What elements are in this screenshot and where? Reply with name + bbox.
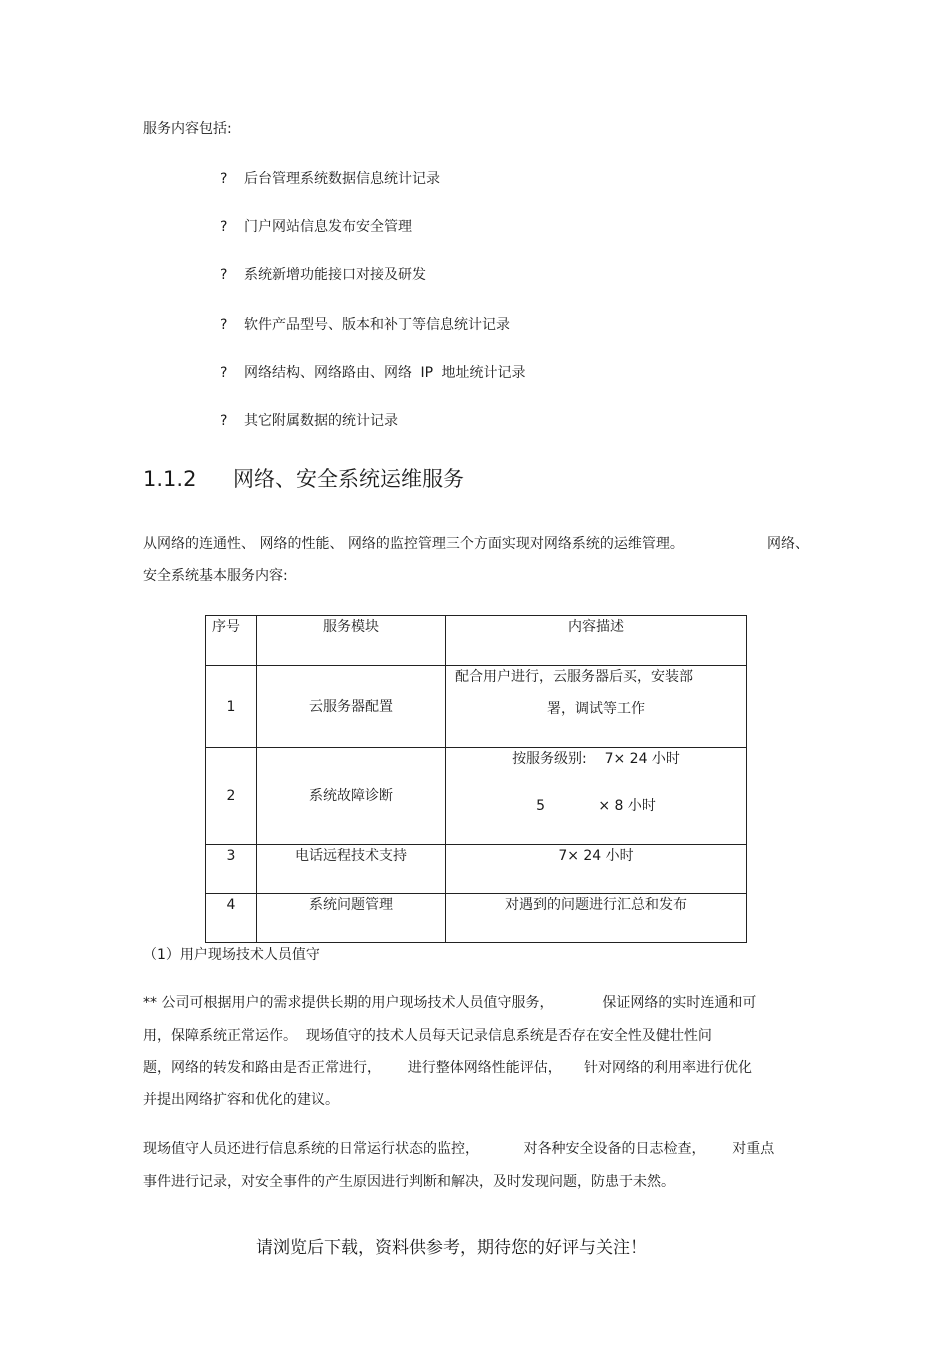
table-row xyxy=(206,894,747,943)
table-cell: 对遇到的问题进行汇总和发布 xyxy=(446,894,747,943)
paragraph-line: 事件进行记录，对安全事件的产生原因进行判断和解决，及时发现问题，防患于未然。 xyxy=(143,1174,675,1190)
list-item-text: 后台管理系统数据信息统计记录 xyxy=(244,171,440,187)
service-table xyxy=(205,615,747,943)
table-row xyxy=(206,748,747,845)
table-cell: 2 xyxy=(206,748,257,845)
bullet-mark: ? xyxy=(220,267,228,283)
table-header-cell: 序号 xyxy=(206,616,257,666)
paragraph-line: 现场值守人员还进行信息系统的日常运行状态的监控， 对各种安全设备的日志检查， 对重点 xyxy=(143,1141,775,1157)
section-title: 网络、安全系统运维服务 xyxy=(233,467,464,491)
table-cell: 系统故障诊断 xyxy=(257,748,446,845)
paragraph-line: ** 公司可根据用户的需求提供长期的用户现场技术人员值守服务， 保证网络的实时连通和可 xyxy=(143,995,757,1011)
footer-note: 请浏览后下载，资料供参考，期待您的好评与关注！ xyxy=(256,1238,647,1258)
list-item-text: 软件产品型号、版本和补丁等信息统计记录 xyxy=(244,317,510,333)
list-item-text: 其它附属数据的统计记录 xyxy=(244,413,398,429)
paragraph-line: 安全系统基本服务内容: xyxy=(143,568,288,584)
bullet-mark: ? xyxy=(220,413,228,429)
list-item-text: 系统新增功能接口对接及研发 xyxy=(244,267,426,283)
table-cell: 按服务级别: 7× 24 小时 5 × 8 小时 xyxy=(446,748,747,845)
table-cell: 4 xyxy=(206,894,257,943)
table-cell: 电话远程技术支持 xyxy=(257,845,446,894)
bullet-mark: ? xyxy=(220,171,228,187)
table-header-cell: 服务模块 xyxy=(257,616,446,666)
table-row xyxy=(206,666,747,748)
list-item-text: 门户网站信息发布安全管理 xyxy=(244,219,412,235)
table-cell: 系统问题管理 xyxy=(257,894,446,943)
bullet-mark: ? xyxy=(220,219,228,235)
table-cell: 云服务器配置 xyxy=(257,666,446,748)
paragraph-line: 并提出网络扩容和优化的建议。 xyxy=(143,1092,339,1108)
table-header-cell: 内容描述 xyxy=(446,616,747,666)
paragraph-line: 从网络的连通性、 网络的性能、 网络的监控管理三个方面实现对网络系统的运维管理。 xyxy=(143,536,684,552)
table-row xyxy=(206,845,747,894)
paragraph-line: 题，网络的转发和路由是否正常进行， 进行整体网络性能评估， 针对网络的利用率进行优化 xyxy=(143,1060,752,1076)
list-item-text: 网络结构、网络路由、网络 IP 地址统计记录 xyxy=(244,365,526,381)
paragraph-line: 用，保障系统正常运作。 现场值守的技术人员每天记录信息系统是否存在安全性及健壮性问 xyxy=(143,1028,712,1044)
bullet-mark: ? xyxy=(220,317,228,333)
intro-text: 服务内容包括: xyxy=(143,121,232,137)
bullet-mark: ? xyxy=(220,365,228,381)
table-header-row xyxy=(206,616,747,666)
table-cell: 1 xyxy=(206,666,257,748)
paragraph-line: 网络、 xyxy=(767,536,809,552)
table-cell: 配合用户进行，云服务器后买，安装部 署，调试等工作 xyxy=(446,666,747,748)
subsection-heading: （1）用户现场技术人员值守 xyxy=(143,947,320,963)
section-number: 1.1.2 xyxy=(143,467,197,491)
table-cell: 7× 24 小时 xyxy=(446,845,747,894)
table-cell: 3 xyxy=(206,845,257,894)
